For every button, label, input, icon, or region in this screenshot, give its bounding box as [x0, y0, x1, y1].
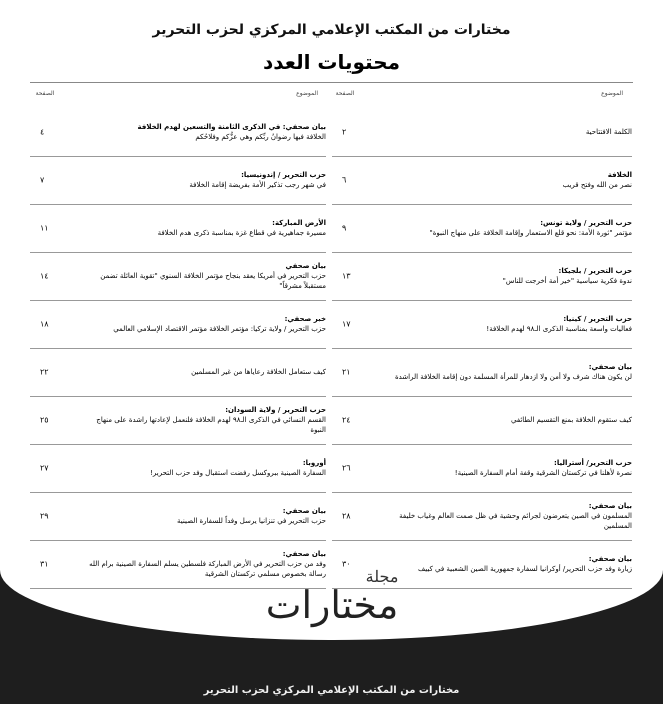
contents-entry: [30, 204, 326, 253]
entry-title: بيان صحفي:: [588, 363, 632, 371]
entry-text: [372, 170, 632, 190]
logo-small-text: مجلة: [365, 567, 398, 586]
entry-description: الكلمة الافتتاحية: [585, 128, 632, 136]
entry-title: حزب التحرير / بلجيكا:: [558, 267, 632, 275]
entry-description: المسلمون في الصين يتعرضون لجرائم وحشية في ظل صمت العالم وغياب خليفة المسلمين: [399, 512, 632, 530]
magazine-logo: [0, 560, 663, 630]
entry-description: مسيرة جماهيرية في قطاع غزة بمناسبة ذكرى هدم الخلافة: [157, 229, 326, 237]
entry-title: الأرض المباركة:: [272, 219, 326, 227]
entry-title: حزب التحرير / كينيا:: [563, 315, 632, 323]
entry-description: لن يكون هناك شرف ولا أمن ولا ازدهار للمرأة المسلمة دون إقامة الخلافة الراشدة: [394, 373, 632, 381]
entry-description: حزب التحرير / ولاية تركيا: مؤتمر الخلافة مؤتمر الاقتصاد الإسلامي العالمي: [113, 325, 326, 333]
entry-page-number: ١١: [40, 223, 49, 233]
entry-title: حزب التحرير / ولاية السودان:: [225, 406, 326, 414]
entry-title: بيان صحفي: [285, 262, 326, 270]
entry-description: القسم النسائي في الذكرى الـ٩٨ لهدم الخلافة فلنعمل لإعادتها راشدة على منهاج النبوة: [96, 416, 326, 434]
entry-page-number: ١٨: [40, 319, 49, 329]
entry-title: بيان صحفي:: [282, 550, 326, 558]
entry-text: [372, 501, 632, 531]
entry-text: [372, 415, 632, 425]
contents-entry: [332, 108, 632, 157]
entry-page-number: ٢٤: [342, 415, 351, 425]
contents-entry: [332, 444, 632, 493]
entry-page-number: ١٤: [40, 271, 49, 281]
entry-text: [372, 127, 632, 137]
contents-entry: [332, 156, 632, 205]
contents-entry: [332, 396, 632, 445]
entry-page-number: ٩: [342, 223, 347, 233]
entry-description: فعاليات واسعة بمناسبة الذكرى الـ٩٨ لهدم الخلافة!: [486, 325, 632, 333]
contents-entry: [332, 252, 632, 301]
entry-title: الخلافة: [607, 171, 632, 179]
entry-page-number: ٢٢: [40, 367, 49, 377]
entry-text: [372, 362, 632, 382]
entry-description: وفد من حزب التحرير في الأرض المباركة فلسطين يسلم السفارة الصينية برام الله رسالة بخصوص مسلمي تركستان الشرقية: [89, 560, 326, 578]
entry-page-number: ٦: [342, 175, 347, 185]
contents-entry: [332, 300, 632, 349]
entry-description: في شهر رجب تذكير الأمة بفريضة إقامة الخلافة: [189, 181, 326, 189]
right-page-header: الصفحة: [335, 90, 355, 97]
footer-text: مختارات من المكتب الإعلامي المركزي لحزب التحرير: [203, 685, 460, 696]
contents-entry: [30, 108, 326, 157]
contents-entry: [332, 348, 632, 397]
entry-text: [70, 506, 326, 526]
contents-entry: [30, 300, 326, 349]
page-title: محتويات العدد: [262, 50, 401, 74]
entry-description: مؤتمر "ثورة الأمة: نحو قلع الاستعمار وإقامة الخلافة على منهاج النبوة": [429, 229, 632, 237]
entry-page-number: ٢٨: [342, 511, 351, 521]
entry-page-number: ١٧: [342, 319, 351, 329]
entry-text: [70, 218, 326, 238]
left-page-header: الصفحة: [35, 90, 55, 97]
entry-text: [70, 122, 326, 142]
contents-entry: [30, 348, 326, 397]
entry-title: أوروبا:: [302, 459, 326, 467]
entry-description: الخلافة فيها رضوانُ ربِّكم وهي عزُّكم وفلاحُكم: [195, 133, 326, 141]
entry-description: كيف ستعامل الخلافة رعاياها من غير المسلمين: [191, 368, 326, 376]
entry-text: [372, 266, 632, 286]
entry-description: زيارة وفد حزب التحرير/ أوكرانيا لسفارة جمهورية الصين الشعبية في كييف: [418, 565, 632, 573]
entry-text: [70, 170, 326, 190]
header-divider: [30, 82, 633, 83]
entry-page-number: ٢٦: [342, 463, 351, 473]
publisher-title: مختارات من المكتب الإعلامي المركزي لحزب التحرير: [152, 22, 511, 38]
entry-description: حزب التحرير في أمريكا يعقد بنجاح مؤتمر الخلافة السنوي "تقوية العائلة تضمن مستقبلاً مشرقاً": [100, 272, 326, 290]
entry-page-number: ١٣: [342, 271, 351, 281]
contents-entry: [332, 492, 632, 541]
entry-text: [70, 261, 326, 291]
entry-title: بيان صحفي:: [282, 507, 326, 515]
entry-text: [372, 218, 632, 238]
right-topic-header: الموضوع: [601, 90, 623, 97]
contents-entry: [332, 204, 632, 253]
entry-description: ندوة فكرية سياسية "خير أمة أخرجت للناس": [502, 277, 632, 285]
entry-description: نصرة لأهلنا في تركستان الشرقية وقفة أمام السفارة الصينية!: [454, 469, 632, 477]
entry-title: بيان صحفي:: [588, 502, 632, 510]
entry-text: [372, 314, 632, 334]
entry-text: [70, 458, 326, 478]
contents-entry: [30, 444, 326, 493]
logo-mark: [232, 560, 432, 630]
entry-page-number: ٢٥: [40, 415, 49, 425]
contents-entry: [30, 492, 326, 541]
entry-page-number: ٣٠: [342, 559, 351, 569]
entry-page-number: ٢٧: [40, 463, 49, 473]
entry-text: [70, 314, 326, 334]
entry-description: نصر من الله وفتح قريب: [562, 181, 632, 189]
logo-large-text: مختارات: [265, 583, 398, 627]
contents-entry: [30, 252, 326, 301]
entry-title: حزب التحرير/ أستراليا:: [554, 459, 632, 467]
entry-description: السفارة الصينية ببروكسل رفضت استقبال وفد حزب التحرير!: [150, 469, 326, 477]
entry-page-number: ٣١: [40, 559, 49, 569]
contents-entry: [30, 156, 326, 205]
contents-entry: [30, 396, 326, 445]
entry-page-number: ٢٩: [40, 511, 49, 521]
entry-page-number: ٢١: [342, 367, 351, 377]
entry-text: [70, 405, 326, 435]
left-topic-header: الموضوع: [296, 90, 318, 97]
entry-page-number: ٤: [40, 127, 45, 137]
entry-page-number: ٢: [342, 127, 347, 137]
entry-description: كيف ستقوم الخلافة بمنع التقسيم الطائفي: [510, 416, 632, 424]
entry-description: حزب التحرير في تنزانيا يرسل وفداً للسفارة الصينية: [177, 517, 326, 525]
entry-title: خبر صحفي:: [284, 315, 326, 323]
entry-page-number: ٧: [40, 175, 45, 185]
entry-text: [372, 458, 632, 478]
entry-text: [70, 367, 326, 377]
entry-title: حزب التحرير / ولاية تونس:: [540, 219, 632, 227]
entry-title: بيان صحفي:: [588, 555, 632, 563]
entry-title: حزب التحرير / إندونيسيا:: [241, 171, 326, 179]
entry-title: بيان صحفي: في الذكرى الثامنة والتسعين لهدم الخلافة: [137, 123, 326, 131]
